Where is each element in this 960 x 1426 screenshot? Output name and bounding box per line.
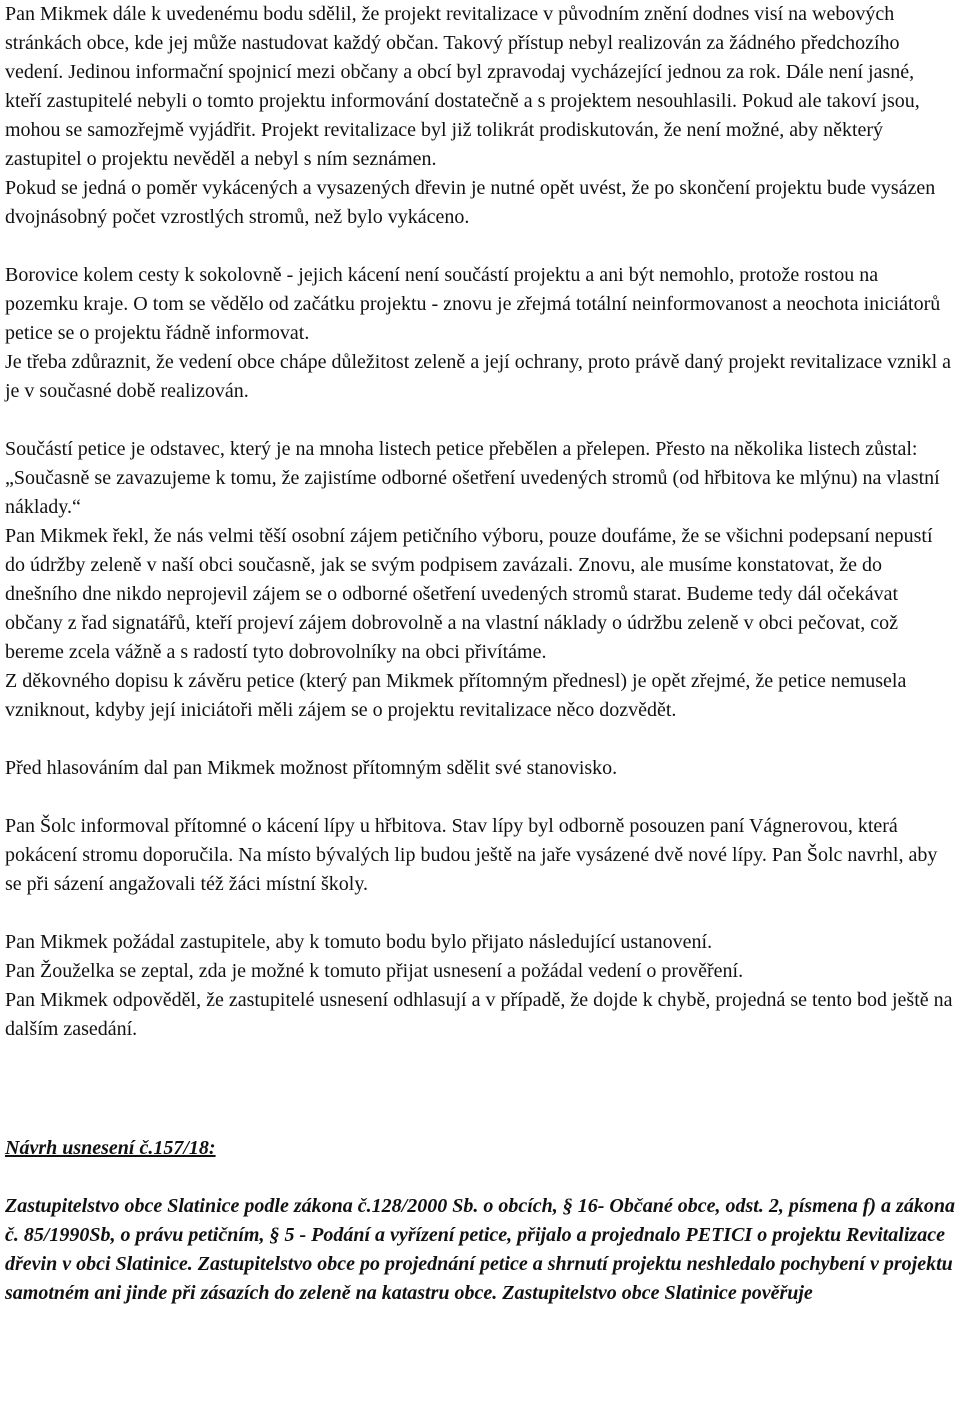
paragraph-tree-ratio: Pokud se jedná o poměr vykácených a vysazených dřevin je nutné opět uvést, že po skončení projektu bude vysázen dvojnásobný počet vzrostlých stromů, než bylo vykáceno. bbox=[5, 177, 936, 228]
resolution-heading: Návrh usnesení č.157/18: bbox=[5, 1137, 216, 1159]
paragraph-gap bbox=[5, 406, 955, 435]
section-gap bbox=[5, 1044, 955, 1134]
paragraph-request-resolution: Pan Mikmek požádal zastupitele, aby k tomuto bodu bylo přijato následující ustanovení. bbox=[5, 931, 713, 953]
paragraph-petition-section: Součástí petice je odstavec, který je na mnoha listech petice přebělen a přelepen. Přesto na několika listech zůstal: „Současně se zavazujeme k tomu, že zajistíme odborné ošetření uvedených stromů (od hřbitova ke mlýnu) na vlastní náklady.“ bbox=[5, 438, 940, 518]
paragraph-linden-tree: Pan Šolc informoval přítomné o kácení lípy u hřbitova. Stav lípy byl odborně posouzen paní Vágnerovou, která pokácení stromu doporučila. Na místo bývalých lip budou ještě na jaře vysázené dvě nové lípy. Pan Šolc navrhl, aby se při sázení angažovali též žáci místní školy. bbox=[5, 815, 938, 895]
paragraph-project-web: Pan Mikmek dále k uvedenému bodu sdělil, že projekt revitalizace v původním znění dodnes visí na webových stránkách obce, kde jej může nastudovat každý občan. Takový přístup nebyl realizován za žádného předchozího vedení. Jedinou informační spojnicí mezi občany a obcí byl zpravodaj vycházející jednou za rok. Dále není jasné, kteří zastupitelé nebyli o tomto projektu informování dostatečně a s projektem nesouhlasili. Pokud ale takoví jsou, mohou se samozřejmě vyjádřit. Projekt revitalizace byl již tolikrát prodiskutován, že není možné, aby některý zastupitel o projektu nevěděl a nebyl s ním seznámen. bbox=[5, 3, 920, 170]
paragraph-petition-committee: Pan Mikmek řekl, že nás velmi těší osobní zájem petičního výboru, pouze doufáme, že se všichni podepsaní nepustí do údržby zeleně v naší obci současně, jak se svým podpisem zavázali. Znovu, ale musíme konstatovat, že do dnešního dne nikdo neprojevil zájem se o odborné ošetření uvedených stromů starat. Budeme tedy dál očekávat občany z řad signatářů, kteří projeví zájem dobrovolně a na vlastní náklady o údržbu zeleně v obci pečovat, což bereme zcela vážně a s radostí tyto dobrovolníky na obci přivítáme. bbox=[5, 525, 933, 663]
paragraph-greenery-importance: Je třeba zdůraznit, že vedení obce chápe důležitost zeleně a její ochrany, proto právě daný projekt revitalizace vznikl a je v současné době realizován. bbox=[5, 351, 952, 402]
paragraph-pines: Borovice kolem cesty k sokolovně - jejich kácení není součástí projektu a ani být nemohlo, protože rostou na pozemku kraje. O tom se vědělo od začátku projektu - znovu je zřejmá totální neinformovanost a neochota iniciátorů petice se o projektu řádně informovat. bbox=[5, 264, 941, 344]
paragraph-question: Pan Žouželka se zeptal, zda je možné k tomuto přijat usnesení a požádal vedení o prověření. bbox=[5, 960, 744, 982]
paragraph-answer: Pan Mikmek odpověděl, že zastupitelé usnesení odhlasují a v případě, že dojde k chybě, projedná se tento bod ještě na dalším zasedání. bbox=[5, 989, 953, 1040]
paragraph-gap bbox=[5, 232, 955, 261]
paragraph-before-vote: Před hlasováním dal pan Mikmek možnost přítomným sdělit své stanovisko. bbox=[5, 757, 618, 779]
paragraph-gap bbox=[5, 899, 955, 928]
paragraph-gap bbox=[5, 783, 955, 812]
resolution-text: Zastupitelstvo obce Slatinice podle zákona č.128/2000 Sb. o obcích, § 16- Občané obce, odst. 2, písmena f) a zákona č. 85/1990Sb, o právu petičním, § 5 - Podání a vyřízení petice, přijalo a projednalo PETICI o projektu Revitalizace dřevin v obci Slatinice. Zastupitelstvo obce po projednání petice a shrnutí projektu neshledalo pochybení v projektu samotném ani jinde při zásazích do zeleně na katastru obce. Zastupitelstvo obce Slatinice pověřuje bbox=[5, 1195, 955, 1304]
paragraph-gap bbox=[5, 725, 955, 754]
document-page bbox=[5, 0, 955, 1308]
paragraph-thank-you-letter: Z děkovného dopisu k závěru petice (který pan Mikmek přítomným přednesl) je opět zřejmé, že petice nemusela vzniknout, kdyby její iniciátoři měli zájem se o projektu revitalizace něco dozvědět. bbox=[5, 670, 907, 721]
paragraph-gap bbox=[5, 1163, 955, 1192]
